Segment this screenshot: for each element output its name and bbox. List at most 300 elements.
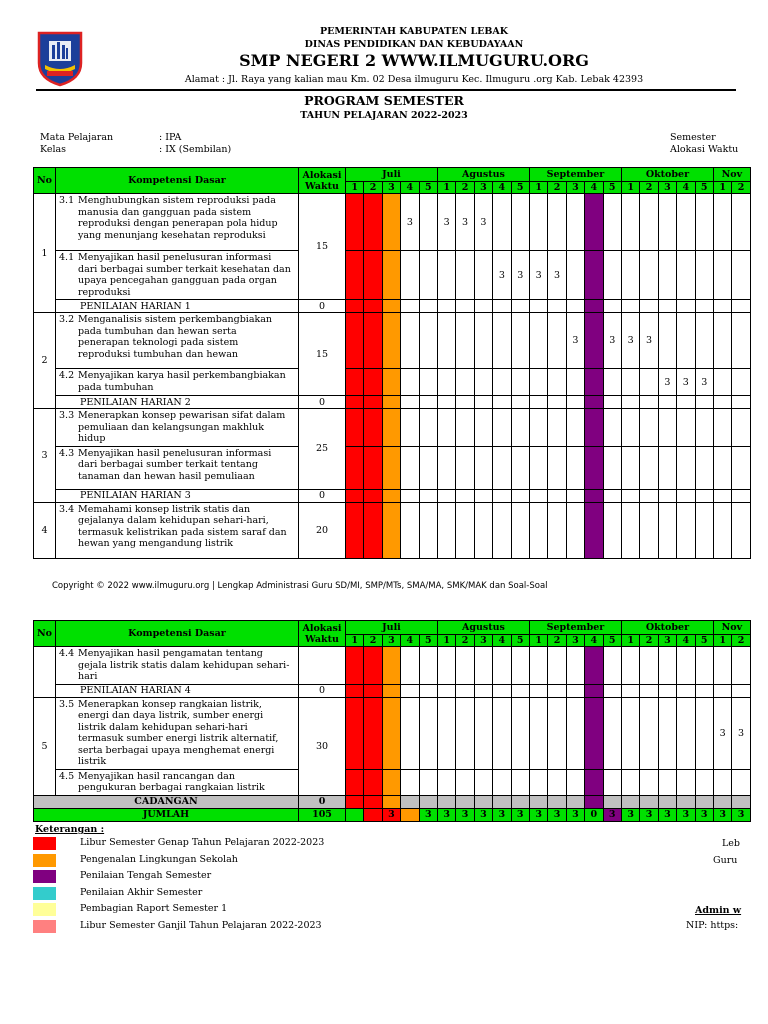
col-header-week: 5 [511,182,529,194]
label-class: Kelas [40,144,67,155]
header-government: PEMERINTAH KABUPATEN LEBAK [319,26,509,37]
value-class: : IX (Sembilan) [159,144,232,155]
week-cell [658,769,676,795]
week-cell [658,194,676,251]
week-cell [419,313,437,369]
week-cell [585,300,603,313]
week-cell: 3 [695,369,713,396]
col-header-week: 3 [474,635,492,647]
week-cell [585,446,603,489]
week-cell [529,769,547,795]
week-total [401,808,419,821]
week-cell [585,409,603,447]
week-cell [401,251,419,300]
header-address: Alamat : Jl. Raya yang kalian mau Km. 02 Desa ilmuguru Kec. Ilmuguru .org Kab. Lebak 42393 [184,74,644,85]
signature-name: Admin w [695,905,742,916]
week-cell [677,489,695,502]
week-cell [346,194,364,251]
week-cell [437,409,455,447]
legend-label: Pembagian Raport Semester 1 [80,903,228,915]
week-cell [566,502,584,558]
week-total: 3 [713,808,731,821]
week-total: 3 [511,808,529,821]
week-cell [401,396,419,409]
week-total: 3 [695,808,713,821]
week-cell [585,795,603,808]
week-cell [548,769,566,795]
week-cell [382,489,400,502]
col-header-week: 4 [401,182,419,194]
legend-swatch [33,920,56,933]
week-cell [695,313,713,369]
week-cell [732,369,750,396]
week-cell [603,769,621,795]
week-cell [346,647,364,685]
week-cell [456,697,474,769]
week-cell [640,194,658,251]
week-cell [456,300,474,313]
week-cell [713,795,731,808]
week-cell [677,697,695,769]
week-cell [713,313,731,369]
week-cell: 3 [566,313,584,369]
week-cell [346,313,364,369]
week-cell [548,795,566,808]
document-title: PROGRAM SEMESTER [304,93,464,108]
col-header-week: 2 [364,635,382,647]
week-cell [732,684,750,697]
week-cell [677,396,695,409]
week-cell [566,795,584,808]
week-cell [695,697,713,769]
week-cell [364,313,382,369]
week-cell [566,300,584,313]
week-cell [677,409,695,447]
col-header-month: Oktober [621,168,713,182]
week-cell [677,446,695,489]
week-cell [621,409,639,447]
competency-text: Menyajikan hasil penelusuran informasi dari berbagai sumber terkait kesehatan dan upaya pencegahan gangguan pada organ reproduksi [78,252,291,298]
week-cell [621,194,639,251]
week-total: 3 [732,808,750,821]
week-cell [511,194,529,251]
week-cell [548,313,566,369]
week-cell [621,795,639,808]
week-cell [382,446,400,489]
col-header-week: 4 [493,182,511,194]
competency-text: Menyajikan karya hasil perkembangbiakan pada tumbuhan [78,370,286,393]
week-cell [493,300,511,313]
table-row [34,502,751,558]
legend-label: Penilaian Tengah Semester [80,870,212,882]
col-header-week: 3 [566,182,584,194]
week-cell [474,795,492,808]
week-cell [474,446,492,489]
legend-swatch [33,903,56,916]
label-subject: Mata Pelajaran [40,132,114,143]
week-cell [603,251,621,300]
week-cell [511,396,529,409]
week-cell [419,251,437,300]
week-cell [493,795,511,808]
week-cell [658,251,676,300]
competency-number: 3.4 [59,503,75,515]
week-cell [677,502,695,558]
week-cell [621,251,639,300]
week-cell [511,769,529,795]
week-cell [493,194,511,251]
time-allocation: 0 [299,489,346,502]
week-cell [548,396,566,409]
week-cell [658,409,676,447]
week-cell [456,502,474,558]
week-cell [658,446,676,489]
week-cell [511,300,529,313]
week-cell [732,300,750,313]
competency-number: 3.1 [59,195,75,206]
week-cell [566,409,584,447]
competency-cell [56,647,299,685]
col-header-alokasi: Alokasi Waktu [299,168,346,194]
col-header-week: 3 [382,182,400,194]
col-header-week: 1 [529,635,547,647]
col-header-week: 2 [364,182,382,194]
week-cell [603,409,621,447]
week-cell [346,769,364,795]
week-cell: 3 [658,369,676,396]
week-cell [346,446,364,489]
week-cell [419,502,437,558]
table-row [34,489,751,502]
week-total: 3 [437,808,455,821]
competency-text: Menyajikan hasil pengamatan tentang gejala listrik statis dalam kehidupan sehari-hari [78,648,290,682]
week-cell [382,502,400,558]
week-cell [401,697,419,769]
week-cell [456,684,474,697]
col-header-month: Juli [346,621,438,635]
week-cell [713,409,731,447]
week-cell [640,446,658,489]
competency-number: 4.1 [59,252,75,263]
col-header-week: 2 [640,182,658,194]
week-cell [677,251,695,300]
week-cell [529,684,547,697]
col-header-kd: Kompetensi Dasar [56,168,299,194]
col-header-month: Agustus [437,621,529,635]
week-cell [732,795,750,808]
week-cell: 3 [401,194,419,251]
week-cell [548,369,566,396]
week-cell [640,489,658,502]
week-cell [640,502,658,558]
competency-text: Menghubungkan sistem reproduksi pada manusia dan gangguan pada sistem reproduksi dengan penerapan pola hidup yang menunjang kesehatan reproduksi [78,195,278,241]
week-cell [529,409,547,447]
week-cell [364,409,382,447]
week-cell [566,684,584,697]
week-cell [456,369,474,396]
week-cell [382,795,400,808]
week-cell [695,409,713,447]
col-header-week: 3 [658,635,676,647]
week-cell [419,396,437,409]
week-cell [566,396,584,409]
week-cell [493,502,511,558]
week-cell [529,647,547,685]
week-cell [713,194,731,251]
week-cell [695,251,713,300]
week-cell [401,489,419,502]
header-divider [36,89,736,91]
col-header-alokasi: Alokasi Waktu [299,621,346,647]
week-cell [603,795,621,808]
week-cell [695,300,713,313]
week-cell [493,396,511,409]
week-cell [419,697,437,769]
col-header-month: Nov [713,168,750,182]
week-cell [437,251,455,300]
week-cell [437,502,455,558]
col-header-week: 2 [640,635,658,647]
week-cell [437,396,455,409]
time-allocation: 30 [299,697,346,795]
week-cell [382,647,400,685]
week-cell [677,684,695,697]
week-cell [419,369,437,396]
week-cell [474,396,492,409]
legend-swatch [33,854,56,867]
week-cell [437,795,455,808]
week-total [346,808,364,821]
table-row [34,300,751,313]
competency-cell [56,369,299,396]
week-cell [364,769,382,795]
total-label: JUMLAH [34,808,299,821]
week-cell [437,446,455,489]
competency-cell [56,409,299,447]
week-cell [640,684,658,697]
week-cell: 3 [493,251,511,300]
week-cell [437,489,455,502]
week-cell: 3 [621,313,639,369]
week-cell [456,313,474,369]
week-cell [456,409,474,447]
competency-cell [56,313,299,369]
col-header-month: Agustus [437,168,529,182]
week-cell [529,502,547,558]
week-cell [658,300,676,313]
week-cell [677,795,695,808]
competency-text: Menyajikan hasil penelusuran informasi dari berbagai sumber terkait tentang tanaman dan hewan hasil pemuliaan [78,447,272,482]
week-cell [456,396,474,409]
week-cell [437,300,455,313]
week-total: 3 [548,808,566,821]
time-allocation: 0 [299,396,346,409]
table-row [34,194,751,251]
competency-text: Memahami konsep listrik statis dan gejalanya dalam kehidupan sehari-hari, termasuk kelistrikan pada sistem saraf dan hewan yang mengandung listrik [78,503,287,549]
week-cell [346,697,364,769]
week-cell [437,684,455,697]
week-cell [346,396,364,409]
competency-number: 4.4 [59,648,75,659]
week-cell [640,251,658,300]
week-cell [548,194,566,251]
col-header-month: Nov [713,621,750,635]
week-total: 3 [640,808,658,821]
week-cell [529,795,547,808]
competency-number: 3.2 [59,314,75,325]
week-cell [732,409,750,447]
week-cell [456,795,474,808]
table-row [34,251,751,300]
competency-text: Menganalisis sistem perkembangbiakan pada tumbuhan dan hewan serta penerapan teknologi pada sistem reproduksi tumbuhan dan hewan [78,314,273,360]
week-cell [419,684,437,697]
week-cell [346,251,364,300]
week-cell [677,300,695,313]
week-cell [640,300,658,313]
col-header-week: 1 [713,635,731,647]
competency-cell [56,697,299,769]
week-cell [713,251,731,300]
col-header-week: 5 [511,635,529,647]
week-cell [401,409,419,447]
week-cell [732,647,750,685]
time-allocation [299,647,346,685]
week-cell [474,684,492,697]
week-cell [658,489,676,502]
col-header-week: 3 [382,635,400,647]
week-cell [364,502,382,558]
week-cell [493,697,511,769]
week-cell [585,502,603,558]
week-cell [640,795,658,808]
week-cell [511,489,529,502]
week-cell [566,194,584,251]
legend-label: Penilaian Akhir Semester [80,886,203,898]
week-cell [474,647,492,685]
week-cell [585,684,603,697]
week-cell [419,795,437,808]
week-cell [603,697,621,769]
row-number: 3 [34,409,56,503]
week-cell [456,251,474,300]
week-total [364,808,382,821]
col-header-week: 5 [695,635,713,647]
competency-number: 3.5 [59,698,75,710]
week-cell [493,369,511,396]
week-cell [493,647,511,685]
week-total: 3 [456,808,474,821]
week-cell [566,697,584,769]
week-cell [382,697,400,769]
week-cell [401,647,419,685]
week-cell [364,251,382,300]
week-cell [640,369,658,396]
legend-label: Libur Semester Genap Tahun Pelajaran 2022-2023 [80,837,325,848]
week-cell [364,396,382,409]
week-cell [437,369,455,396]
week-cell [677,647,695,685]
col-header-week: 1 [346,182,364,194]
week-cell [346,300,364,313]
week-cell [456,647,474,685]
competency-number: 3.3 [59,410,75,421]
week-cell: 3 [732,697,750,769]
competency-number: 4.2 [59,370,75,381]
week-cell: 3 [437,194,455,251]
week-total: 3 [677,808,695,821]
legend-swatch [33,837,56,850]
week-cell [713,396,731,409]
week-cell [529,697,547,769]
week-cell [713,769,731,795]
week-cell [640,409,658,447]
week-cell [474,502,492,558]
week-cell [585,369,603,396]
week-cell [732,194,750,251]
week-cell [713,489,731,502]
week-cell [566,489,584,502]
week-cell [585,647,603,685]
week-cell [364,369,382,396]
week-cell [493,409,511,447]
week-cell: 3 [548,251,566,300]
week-cell [621,446,639,489]
week-cell [603,446,621,489]
week-cell [511,647,529,685]
week-cell [677,313,695,369]
competency-cell: PENILAIAN HARIAN 2 [56,396,299,409]
col-header-week: 4 [677,635,695,647]
total-row [34,808,751,821]
competency-cell [56,251,299,300]
week-total: 3 [474,808,492,821]
week-cell [419,769,437,795]
competency-text: Menyajikan hasil rancangan dan pengukuran berbagai rangkaian listrik [78,770,265,793]
week-cell [474,251,492,300]
week-cell [382,194,400,251]
row-number: 2 [34,313,56,409]
week-cell [493,769,511,795]
week-cell [456,446,474,489]
week-cell [346,369,364,396]
week-total: 3 [621,808,639,821]
week-cell [566,647,584,685]
legend-label: Pengenalan Lingkungan Sekolah [80,853,238,865]
competency-number: 4.5 [59,770,75,782]
week-cell [401,300,419,313]
week-cell [732,489,750,502]
week-cell: 3 [511,251,529,300]
week-cell [401,502,419,558]
week-cell [658,697,676,769]
week-cell: 3 [713,697,731,769]
week-cell [677,194,695,251]
row-number: 5 [34,697,56,795]
week-cell [713,446,731,489]
signature-city: Leb [722,838,741,849]
week-cell [603,684,621,697]
week-cell [695,795,713,808]
week-cell [732,446,750,489]
week-cell [346,502,364,558]
label-time-allocation: Alokasi Waktu [670,144,739,155]
week-cell [548,647,566,685]
week-cell [419,647,437,685]
week-cell [419,194,437,251]
week-total: 3 [603,808,621,821]
week-cell [621,300,639,313]
col-header-week: 4 [493,635,511,647]
